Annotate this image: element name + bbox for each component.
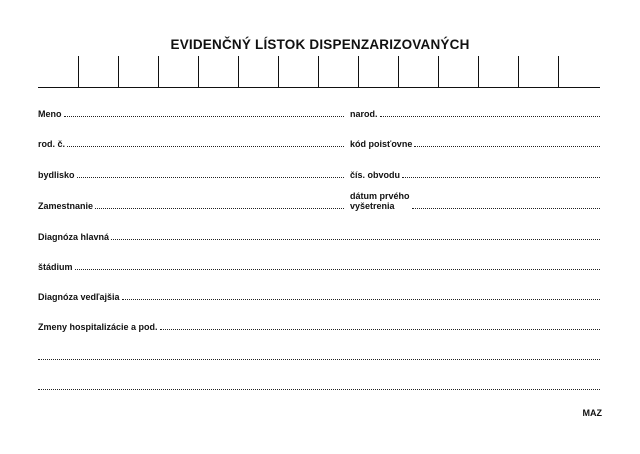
zamestnanie-label: Zamestnanie bbox=[38, 201, 94, 211]
datum-line bbox=[412, 207, 600, 209]
meno-line bbox=[64, 115, 345, 117]
meno-field[interactable] bbox=[38, 107, 344, 119]
grid-divider bbox=[318, 56, 319, 88]
stadium-field[interactable] bbox=[38, 260, 600, 272]
blank-dotted-line bbox=[38, 358, 600, 360]
grid-divider bbox=[558, 56, 559, 88]
grid-divider bbox=[438, 56, 439, 88]
diagnoza-hlavna-label: Diagnóza hlavná bbox=[38, 232, 110, 242]
rod-c-line bbox=[67, 145, 344, 147]
zamestnanie-line bbox=[95, 207, 344, 209]
grid-divider bbox=[478, 56, 479, 88]
diagnoza-hlavna-line bbox=[111, 238, 600, 240]
diagnoza-hlavna-field[interactable] bbox=[38, 230, 600, 242]
form-code: MAZ bbox=[582, 408, 602, 418]
grid-baseline bbox=[38, 87, 600, 88]
narod-line bbox=[380, 115, 600, 117]
zmeny-line bbox=[160, 328, 600, 330]
bydlisko-line bbox=[77, 176, 344, 178]
grid-divider bbox=[118, 56, 119, 88]
datum-label bbox=[350, 191, 410, 211]
stadium-label: štádium bbox=[38, 262, 73, 272]
cis-obvodu-line bbox=[402, 176, 600, 178]
datum-label-line2: vyšetrenia bbox=[350, 201, 395, 211]
grid-divider bbox=[238, 56, 239, 88]
meno-label: Meno bbox=[38, 109, 62, 119]
zmeny-field[interactable] bbox=[38, 320, 600, 332]
grid-divider bbox=[158, 56, 159, 88]
narod-field[interactable] bbox=[350, 107, 600, 119]
datum-field[interactable] bbox=[350, 187, 600, 211]
grid-divider bbox=[358, 56, 359, 88]
grid-divider bbox=[278, 56, 279, 88]
kod-poistovne-field[interactable] bbox=[350, 137, 600, 149]
grid-divider bbox=[398, 56, 399, 88]
zamestnanie-field[interactable] bbox=[38, 199, 344, 211]
stadium-line bbox=[75, 268, 600, 270]
grid-divider bbox=[78, 56, 79, 88]
diagnoza-vedlajsia-line bbox=[122, 298, 601, 300]
grid-divider bbox=[518, 56, 519, 88]
form-title: EVIDENČNÝ LÍSTOK DISPENZARIZOVANÝCH bbox=[170, 37, 470, 52]
bydlisko-label: bydlisko bbox=[38, 170, 75, 180]
diagnoza-vedlajsia-label: Diagnóza vedľajšia bbox=[38, 292, 120, 302]
bydlisko-field[interactable] bbox=[38, 168, 344, 180]
zmeny-label: Zmeny hospitalizácie a pod. bbox=[38, 322, 158, 332]
grid-divider bbox=[198, 56, 199, 88]
kod-poistovne-line bbox=[414, 145, 600, 147]
kod-poistovne-label: kód poisťovne bbox=[350, 139, 413, 149]
rod-c-field[interactable] bbox=[38, 137, 344, 149]
cis-obvodu-field[interactable] bbox=[350, 168, 600, 180]
diagnoza-vedlajsia-field[interactable] bbox=[38, 290, 600, 302]
header-grid bbox=[38, 56, 600, 88]
narod-label: narod. bbox=[350, 109, 378, 119]
datum-label-line1: dátum prvého bbox=[350, 191, 410, 201]
cis-obvodu-label: čís. obvodu bbox=[350, 170, 401, 180]
blank-line-2[interactable] bbox=[38, 380, 600, 392]
blank-line-1[interactable] bbox=[38, 350, 600, 362]
blank-dotted-line bbox=[38, 388, 600, 390]
rod-c-label: rod. č. bbox=[38, 139, 66, 149]
